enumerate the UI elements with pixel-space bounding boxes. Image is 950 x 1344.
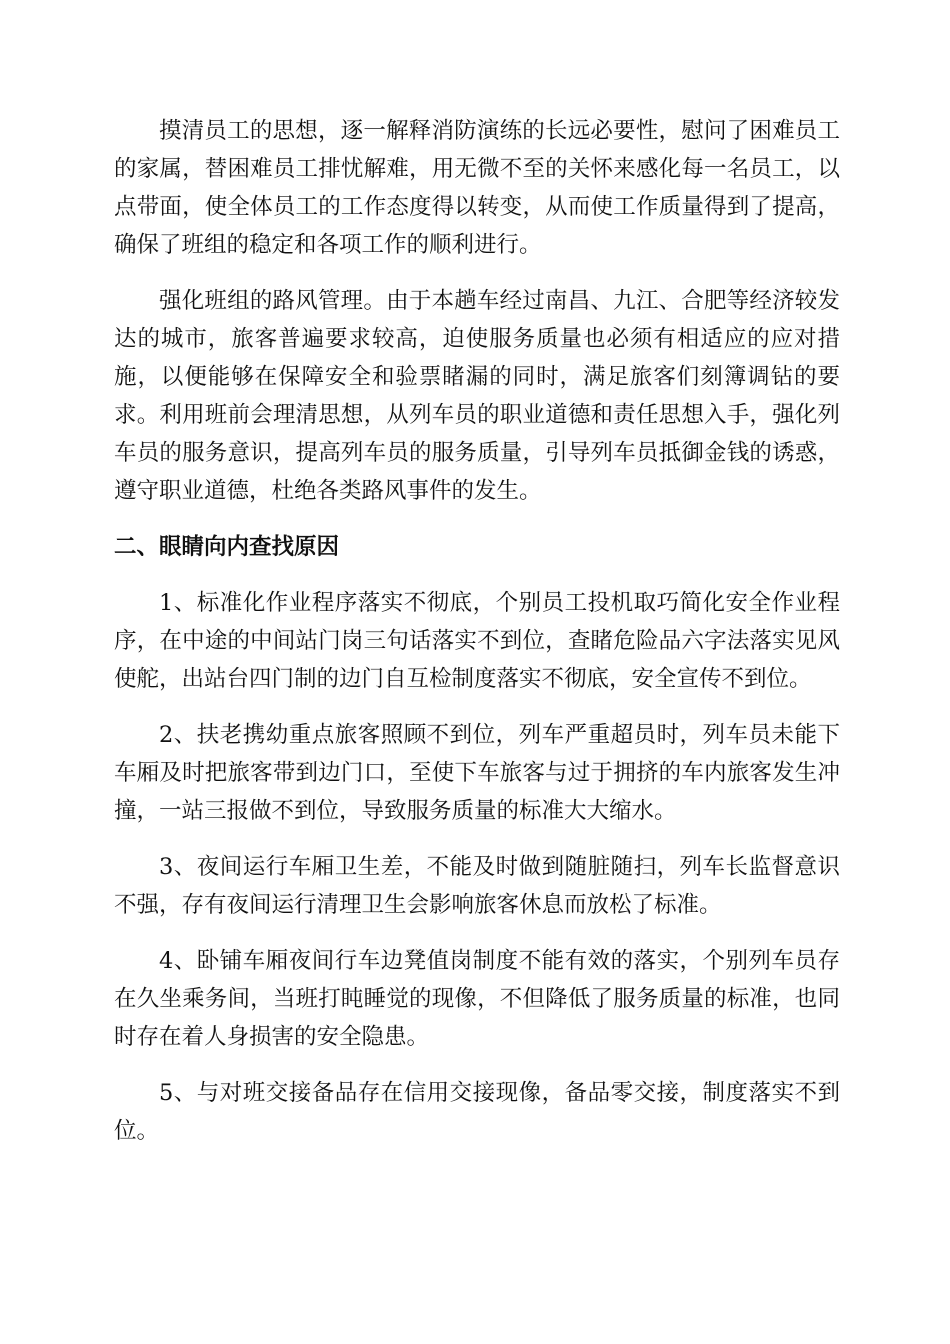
- list-item: 3、夜间运行车厢卫生差，不能及时做到随脏随扫，列车长监督意识不强，存有夜间运行清理卫生会影响旅客休息而放松了标准。: [114, 854, 840, 918]
- document-page: [114, 112, 840, 1168]
- list-item: 5、与对班交接备品存在信用交接现像，备品零交接，制度落实不到位。: [114, 1080, 840, 1144]
- section-heading: 二、眼睛向内查找原因: [114, 534, 340, 560]
- list-item: 4、卧铺车厢夜间行车边凳值岗制度不能有效的落实，个别列车员存在久坐乘务间，当班打盹睡觉的现像，不但降低了服务质量的标准，也同时存在着人身损害的安全隐患。: [114, 948, 840, 1050]
- list-item: 2、扶老携幼重点旅客照顾不到位，列车严重超员时，列车员未能下车厢及时把旅客带到边门口，至使下车旅客与过于拥挤的车内旅客发生冲撞，一站三报做不到位，导致服务质量的标准大大缩水。: [114, 722, 840, 824]
- list-item: 1、标准化作业程序落实不彻底，个别员工投机取巧简化安全作业程序，在中途的中间站门岗三句话落实不到位，查睹危险品六字法落实见风使舵，出站台四门制的边门自互检制度落实不彻底，安全宣传不到位。: [114, 590, 840, 692]
- body-paragraph: 强化班组的路风管理。由于本趟车经过南昌、九江、合肥等经济较发达的城市，旅客普遍要求较高，迫使服务质量也必须有相适应的应对措施，以便能够在保障安全和验票睹漏的同时，满足旅客们刻簿调钻的要求。利用班前会理清思想，从列车员的职业道德和责任思想入手，强化列车员的服务意识，提高列车员的服务质量，引导列车员抵御金钱的诱惑，遵守职业道德，杜绝各类路风事件的发生。: [114, 288, 840, 504]
- body-paragraph: 摸清员工的思想，逐一解释消防演练的长远必要性，慰问了困难员工的家属，替困难员工排忧解难，用无微不至的关怀来感化每一名员工，以点带面，使全体员工的工作态度得以转变，从而使工作质量得到了提高，确保了班组的稳定和各项工作的顺利进行。: [114, 118, 840, 258]
